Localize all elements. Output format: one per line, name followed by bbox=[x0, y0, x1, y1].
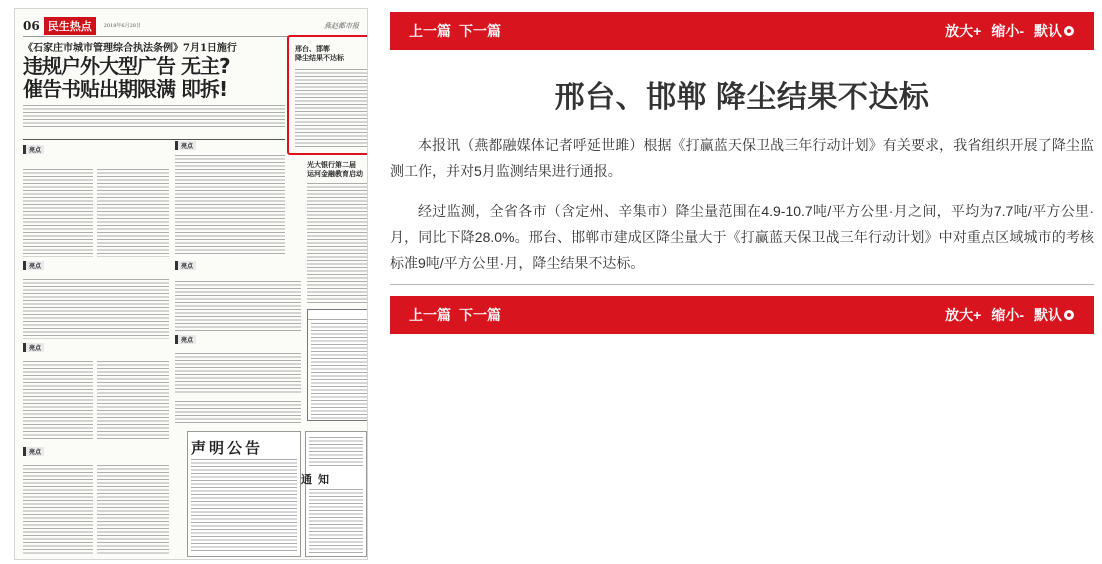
next-article-link[interactable]: 下一篇 bbox=[459, 23, 501, 39]
reset-zoom-label: 默认 bbox=[1034, 23, 1062, 39]
hot-label: 亮点 bbox=[23, 261, 44, 270]
article-toolbar-bottom bbox=[390, 296, 1094, 334]
next-article-link[interactable]: 下一篇 bbox=[459, 307, 501, 323]
column-text bbox=[23, 169, 93, 257]
article-body bbox=[390, 132, 1094, 290]
column-text bbox=[97, 169, 169, 257]
section-badge: 民生热点 bbox=[44, 17, 96, 35]
highlighted-article-text bbox=[295, 69, 368, 149]
article-paragraph: 经过监测，全省各市（含定州、辛集市）降尘量范围在4.9-10.7吨/平方公里·月之间，平均为7.7吨/平方公里·月，同比下降28.0%。邢台、邯郸市建成区降尘量大于《打赢蓝天保卫战三年行动计划》中对重点区域城市的考核标准9吨/平方公里·月，降尘结果不达标。 bbox=[390, 203, 1094, 271]
newspaper-header bbox=[23, 15, 359, 37]
lead-lede-text bbox=[23, 105, 285, 129]
side-article-headline: 光大银行第二届 运河金融教育启动 bbox=[307, 161, 363, 178]
schedule-box-title bbox=[308, 310, 368, 320]
reset-zoom-button[interactable] bbox=[1034, 305, 1074, 325]
column-text bbox=[23, 361, 93, 441]
newspaper-logo: 燕赵都市报 bbox=[324, 21, 359, 30]
article-divider bbox=[390, 284, 1094, 285]
article-paragraph: 本报讯（燕都融媒体记者呼延世雎）根据《打赢蓝天保卫战三年行动计划》有关要求，我省组织开展了降尘监测工作，并对5月监测结果进行通报。 bbox=[390, 137, 1094, 179]
column-text bbox=[23, 279, 169, 339]
hot-label: 亮点 bbox=[175, 335, 196, 344]
highlighted-article-title[interactable]: 邢台、邯郸 降尘结果不达标 bbox=[295, 45, 344, 62]
announcement-text bbox=[191, 459, 297, 553]
schedule-box bbox=[307, 309, 368, 421]
lead-headline bbox=[23, 55, 285, 101]
zoom-out-button[interactable]: 缩小- bbox=[991, 307, 1024, 323]
hot-label: 亮点 bbox=[23, 145, 44, 154]
announcement-title: 声明公告 bbox=[191, 439, 264, 457]
zoom-out-button[interactable]: 缩小- bbox=[991, 23, 1024, 39]
zoom-in-button[interactable]: 放大+ bbox=[945, 307, 982, 323]
prev-article-link[interactable]: 上一篇 bbox=[409, 307, 451, 323]
page-number: 06 bbox=[23, 18, 40, 33]
prev-article-link[interactable]: 上一篇 bbox=[409, 23, 451, 39]
column-text bbox=[175, 281, 301, 331]
column-text bbox=[175, 353, 301, 393]
lead-headline-line1: 违规户外大型广告 无主? bbox=[23, 54, 230, 78]
article-toolbar-top bbox=[390, 12, 1094, 50]
notice-text bbox=[309, 489, 363, 553]
reset-zoom-label: 默认 bbox=[1034, 307, 1062, 323]
column-text bbox=[307, 183, 368, 303]
column-text bbox=[97, 361, 169, 441]
hot-label: 亮点 bbox=[175, 141, 196, 150]
hot-label: 亮点 bbox=[23, 447, 44, 456]
hot-label: 亮点 bbox=[23, 343, 44, 352]
column-text bbox=[175, 155, 285, 255]
notice-title: 通知 bbox=[301, 473, 335, 486]
hot-label: 亮点 bbox=[175, 261, 196, 270]
article-title: 邢台、邯郸 降尘结果不达标 bbox=[554, 81, 930, 114]
column-text bbox=[175, 401, 301, 423]
column-text bbox=[23, 465, 93, 555]
page-date: 2018年6月28日 bbox=[103, 22, 141, 29]
record-icon bbox=[1064, 310, 1074, 320]
schedule-box-text bbox=[311, 323, 368, 419]
lead-headline-line2: 催告书贴出期限满 即拆! bbox=[23, 77, 228, 101]
reset-zoom-button[interactable] bbox=[1034, 21, 1074, 41]
record-icon bbox=[1064, 26, 1074, 36]
newspaper-page-image[interactable] bbox=[14, 8, 368, 560]
lead-kicker: 《石家庄市城市管理综合执法条例》7月1日施行 bbox=[23, 43, 237, 54]
column-text bbox=[97, 465, 169, 555]
zoom-in-button[interactable]: 放大+ bbox=[945, 23, 982, 39]
divider bbox=[23, 139, 285, 140]
notice-text bbox=[309, 437, 363, 467]
